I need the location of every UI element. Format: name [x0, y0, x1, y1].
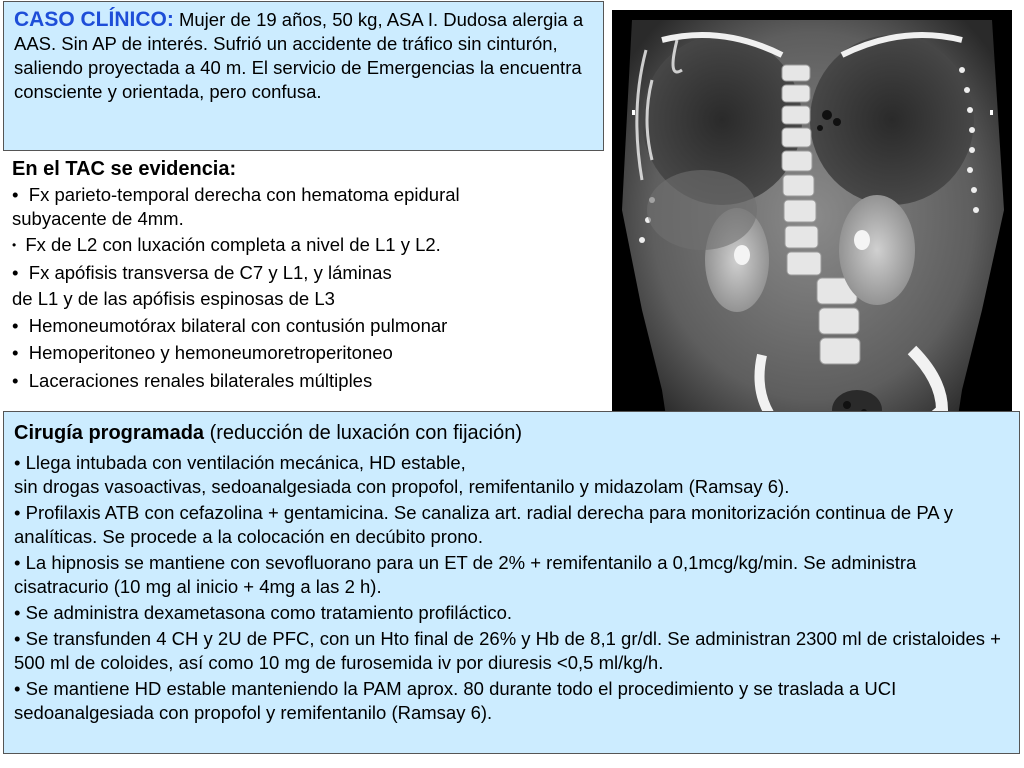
surgery-heading-rest: (reducción de luxación con fijación): [204, 422, 522, 444]
case-text: Mujer de 19 años, 50 kg, ASA I. Dudosa alergia a AAS. Sin AP de interés. Sufrió un accidente de tráfico sin cinturón, saliendo proyectada a 40 m. El servicio de Emergencias la encuentra consciente y orientada, pero confusa.: [14, 9, 584, 102]
surgery-paragraph: • Se mantiene HD estable manteniendo la PAM aprox. 80 durante todo el procedimiento y se traslada a UCI sedoanalgesiada con propofol y remifentanilo (Ramsay 6).: [14, 678, 897, 723]
ct-findings-section: [12, 155, 608, 394]
surgery-paragraph: • Profilaxis ATB con cefazolina + gentamicina. Se canaliza art. radial derecha para monitorización continua de PA y analíticas. Se procede a la colocación en decúbito prono.: [14, 502, 954, 547]
finding-item: • Fx apófisis transversa de C7 y L1, y láminas: [12, 261, 392, 283]
ct-scan-image: [612, 10, 1012, 456]
finding-item: • Laceraciones renales bilaterales múltiples: [12, 369, 373, 391]
surgery-section: [3, 411, 1020, 754]
surgery-paragraph: • Se transfunden 4 CH y 2U de PFC, con un Hto final de 26% y Hb de 8,1 gr/dl. Se administran 2300 ml de cristaloides + 500 ml de coloides, así como 10 mg de furosemida iv por diuresis <0,5 ml/kg/h.: [14, 628, 1001, 673]
ct-findings-heading: En el TAC se evidencia:: [12, 158, 237, 180]
case-summary-box: [3, 1, 604, 151]
ct-scan-illustration: [612, 10, 1012, 456]
bullet: •: [12, 314, 19, 336]
finding-item: • Fx parieto-temporal derecha con hematoma epidural subyacente de 4mm.: [12, 184, 460, 229]
bullet: •: [12, 261, 19, 283]
finding-item: • Fx de L2 con luxación completa a nivel de L1 y L2.: [12, 234, 441, 255]
bullet: •: [12, 342, 19, 363]
surgery-paragraph: • Llega intubada con ventilación mecánica, HD estable,: [14, 452, 466, 473]
finding-item-continuation: de L1 y de las apófisis espinosas de L3: [12, 287, 335, 309]
surgery-paragraph: • Se administra dexametasona como tratamiento profiláctico.: [14, 602, 512, 623]
surgery-heading: [14, 417, 1013, 449]
surgery-heading-bold: Cirugía programada: [14, 422, 205, 444]
case-title: CASO CLÍNICO:: [14, 8, 174, 31]
surgery-paragraph: sin drogas vasoactivas, sedoanalgesiada con propofol, remifentanilo y midazolam (Ramsay 6).: [14, 476, 790, 497]
surgery-paragraph: • La hipnosis se mantiene con sevofluorano para un ET de 2% + remifentanilo a 0,1mcg/kg/min. Se administra cisatracurio (10 mg al inicio + 4mg a las 2 h).: [14, 552, 917, 597]
bullet: •: [12, 238, 17, 252]
bullet: •: [12, 369, 19, 391]
bullet: •: [12, 184, 19, 205]
finding-item: • Hemoneumotórax bilateral con contusión pulmonar: [12, 314, 448, 336]
finding-item: • Hemoperitoneo y hemoneumoretroperitoneo: [12, 342, 393, 363]
